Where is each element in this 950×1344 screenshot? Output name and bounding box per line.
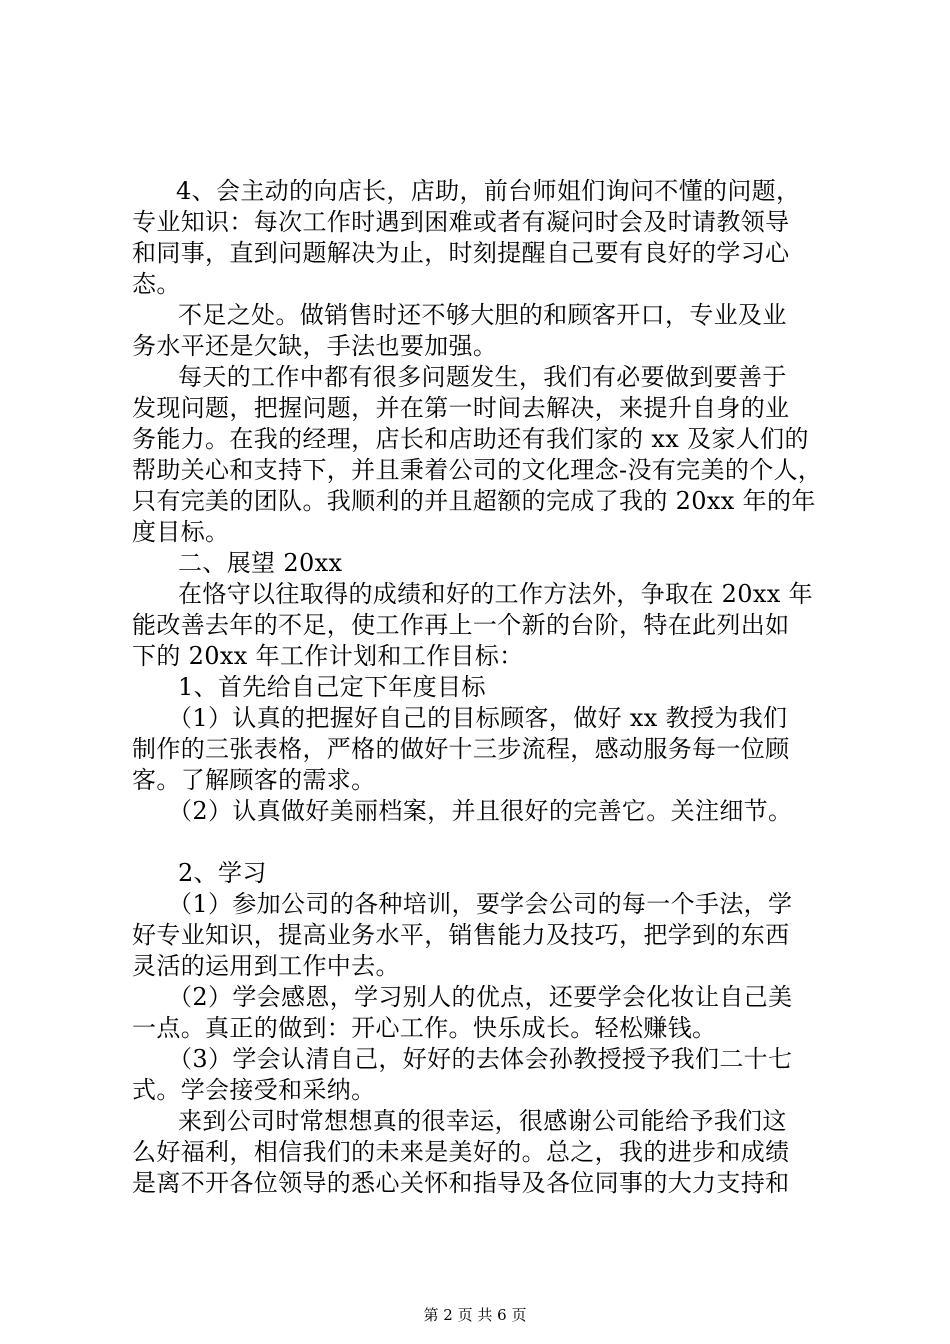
text-line: 发现问题，把握问题，并在第一时间去解决，来提升自身的业 [132, 394, 790, 422]
text-line: 客。了解顾客的需求。 [132, 766, 376, 794]
text-line: 态。 [132, 270, 181, 298]
text-line: 不足之处。做销售时还不够大胆的和顾客开口，专业及业 [178, 301, 787, 329]
text-line: 来到公司时常想想真的很幸运，很感谢公司能给予我们这 [178, 1107, 787, 1135]
text-line: 在恪守以往取得的成绩和好的工作方法外，争取在 20xx 年 [178, 580, 814, 608]
text-line: 制作的三张表格，严格的做好十三步流程，感动服务每一位顾 [132, 735, 790, 763]
text-line: 务能力。在我的经理，店长和店助还有我们家的 xx 及家人们的 [132, 425, 809, 453]
text-line: 专业知识：每次工作时遇到困难或者有凝问时会及时请教领导 [132, 208, 790, 236]
section-heading: 二、展望 20xx [178, 549, 343, 577]
text-line: 是离不开各位领导的悉心关怀和指导及各位同事的大力支持和 [132, 1169, 790, 1197]
text-line: 好专业知识，提高业务水平，销售能力及技巧，把学到的东西 [132, 921, 790, 949]
text-line: 4、会主动的向店长，店助，前台师姐们询问不懂的问题， [176, 177, 801, 205]
text-line: 一点。真正的做到：开心工作。快乐成长。轻松赚钱。 [132, 1014, 717, 1042]
text-line: 能改善去年的不足，使工作再上一个新的台阶，特在此列出如 [132, 611, 790, 639]
text-line: 式。学会接受和采纳。 [132, 1076, 376, 1104]
text-line: 下的 20xx 年工作计划和工作目标： [132, 642, 524, 670]
page-number-footer: 第 2 页 共 6 页 [423, 1306, 527, 1324]
subsection-heading: 2、学习 [178, 859, 267, 887]
text-line: 务水平还是欠缺，手法也要加强。 [132, 332, 498, 360]
text-line: （2）认真做好美丽档案，并且很好的完善它。关注细节。 [168, 797, 793, 825]
text-line: （1）认真的把握好自己的目标顾客，做好 xx 教授为我们 [168, 704, 788, 732]
text-line: （1）参加公司的各种培训，要学会公司的每一个手法，学 [168, 890, 793, 918]
subsection-heading: 1、首先给自己定下年度目标 [178, 673, 486, 701]
text-line: 每天的工作中都有很多问题发生，我们有必要做到要善于 [178, 363, 787, 391]
text-line: 帮助关心和支持下，并且秉着公司的文化理念-没有完美的个人， [132, 456, 823, 484]
text-line: 只有完美的团队。我顺利的并且超额的完成了我的 20xx 年的年 [132, 487, 816, 515]
text-line: 和同事，直到问题解决为止，时刻提醒自己要有良好的学习心 [132, 239, 790, 267]
text-line: （3）学会认清自己，好好的去体会孙教授授予我们二十七 [168, 1045, 793, 1073]
text-line: 灵活的运用到工作中去。 [132, 952, 400, 980]
text-line: （2）学会感恩，学习别人的优点，还要学会化妆让自己美 [168, 983, 793, 1011]
text-line: 度目标。 [132, 518, 230, 546]
text-line: 么好福利，相信我们的未来是美好的。总之，我的进步和成绩 [132, 1138, 790, 1166]
